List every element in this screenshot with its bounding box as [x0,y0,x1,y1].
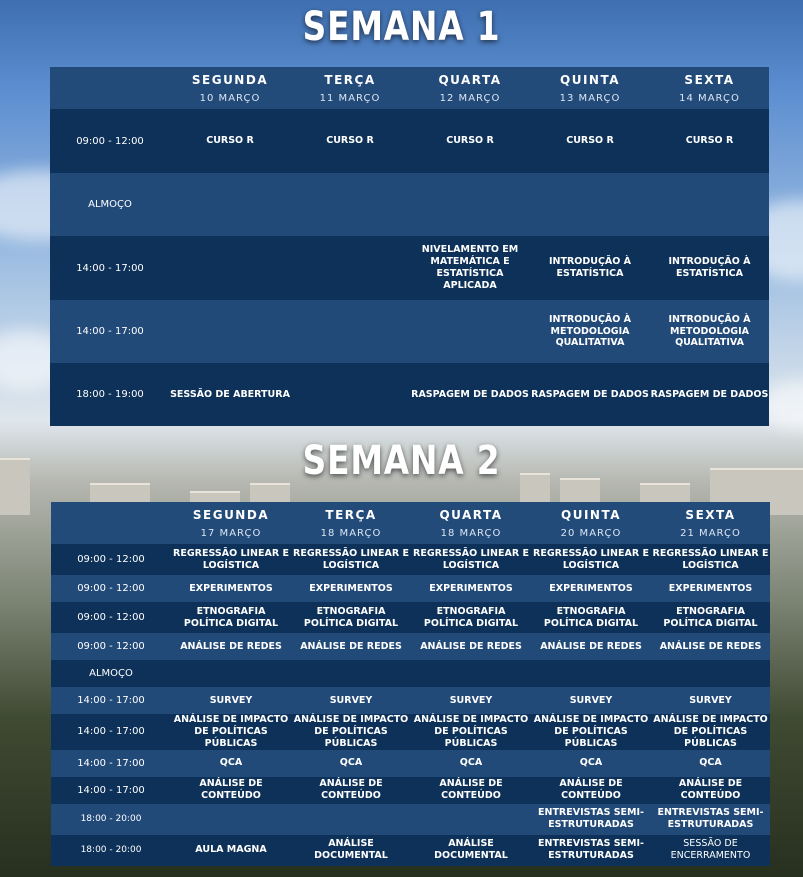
week2-header-row [51,502,770,544]
session-cell: ANÁLISE DE CONTEÚDO [319,778,383,802]
session-cell: INTRODUÇÃO À ESTATÍSTICA [548,256,632,279]
session-cell: ANÁLISE DE IMPACTO DE POLÍTICAS PÚBLICAS [653,714,768,749]
table-row [51,575,770,602]
session-cell: SURVEY [689,694,732,706]
session-cell [411,660,531,687]
time-slot: 09:00 - 12:00 [77,583,145,594]
session-cell: REGRESSÃO LINEAR E LOGÍSTICA [652,547,769,571]
session-cell: ETNOGRAFIA POLÍTICA DIGITAL [543,605,639,629]
day-header [530,67,650,109]
day-name: TERÇA [325,507,377,522]
day-date: 10 MARÇO [199,92,261,104]
day-header [170,67,290,109]
day-name: SEGUNDA [191,72,269,87]
session-cell: SESSÃO DE ABERTURA [170,388,290,400]
session-cell: CURSO R [326,135,374,147]
time-slot: 09:00 - 12:00 [77,612,145,623]
table-row [50,236,769,300]
session-cell [171,804,291,835]
time-slot: 14:00 - 17:00 [77,784,145,796]
day-name: QUARTA [439,507,503,522]
table-row [51,633,770,660]
day-header [290,67,410,109]
session-cell: REGRESSÃO LINEAR E LOGÍSTICA [533,547,649,571]
table-row [50,173,769,236]
session-cell: ANÁLISE DE REDES [180,640,282,652]
session-cell: REGRESSÃO LINEAR E LOGÍSTICA [173,547,289,571]
session-cell [651,660,770,687]
session-cell [170,300,290,363]
session-cell: ANÁLISE DE REDES [420,640,522,652]
session-cell: ETNOGRAFIA POLÍTICA DIGITAL [303,605,399,629]
day-name: QUINTA [560,72,620,87]
session-cell: RASPAGEM DE DADOS [531,388,649,400]
day-name: TERÇA [324,72,376,87]
session-cell: REGRESSÃO LINEAR E LOGÍSTICA [413,547,529,571]
session-cell: ANÁLISE DOCUMENTAL [434,838,508,862]
session-cell: SURVEY [569,694,613,706]
day-header [410,67,530,109]
week1-schedule-table [50,67,769,426]
session-cell [411,804,531,835]
day-name: SEXTA [684,72,735,87]
session-cell: SURVEY [209,694,253,706]
table-row [51,660,770,687]
session-cell: ANÁLISE DOCUMENTAL [314,838,388,862]
day-name: SEGUNDA [192,507,270,522]
session-cell: INTRODUÇÃO À METODOLOGIA QUALITATIVA [668,313,751,349]
table-row [50,363,769,426]
session-cell: EXPERIMENTOS [668,582,753,594]
session-cell: ENTREVISTAS SEMI-ESTRUTURADAS [538,807,644,831]
session-cell: QCA [339,757,363,769]
day-date: 17 MARÇO [200,527,262,539]
day-date: 21 MARÇO [680,527,741,539]
session-cell: ETNOGRAFIA POLÍTICA DIGITAL [423,605,519,629]
time-slot: 18:00 - 20:00 [80,814,142,825]
day-date: 12 MARÇO [439,92,501,104]
session-cell: ENTREVISTAS SEMI-ESTRUTURADAS [538,838,644,862]
time-slot: 09:00 - 12:00 [77,554,145,565]
week1-title: SEMANA 1 [302,4,501,50]
session-cell: ENTREVISTAS SEMI-ESTRUTURADAS [657,807,764,831]
session-cell [170,236,290,300]
day-header [651,502,770,544]
session-cell [530,173,650,236]
time-slot: 18:00 - 19:00 [76,389,144,400]
day-header [291,502,411,544]
session-cell [410,300,530,363]
session-cell [291,804,411,835]
session-cell: INTRODUÇÃO À ESTATÍSTICA [668,256,751,279]
day-date: 11 MARÇO [319,92,381,104]
time-slot: 18:00 - 20:00 [80,845,142,856]
time-slot: 14:00 - 17:00 [76,326,144,337]
session-cell: QCA [699,757,722,769]
session-cell: ANÁLISE DE REDES [300,640,402,652]
day-date: 20 MARÇO [560,527,622,539]
session-cell: EXPERIMENTOS [309,582,393,594]
session-cell: SURVEY [329,694,373,706]
corner-cell [50,67,170,109]
day-name: QUINTA [561,507,621,522]
day-header [171,502,291,544]
session-cell: ETNOGRAFIA POLÍTICA DIGITAL [183,605,279,629]
time-slot: 14:00 - 17:00 [77,695,145,706]
session-cell: ANÁLISE DE REDES [659,640,762,652]
session-cell: ANÁLISE DE CONTEÚDO [439,778,503,802]
session-cell [290,363,410,426]
session-cell: EXPERIMENTOS [549,582,633,594]
session-cell [650,173,769,236]
session-cell: ANÁLISE DE CONTEÚDO [199,778,263,802]
time-slot: 14:00 - 17:00 [77,726,145,738]
day-name: QUARTA [438,72,502,87]
session-cell [290,173,410,236]
table-row [51,544,770,575]
session-cell: ANÁLISE DE IMPACTO DE POLÍTICAS PÚBLICAS [413,714,529,749]
session-cell: QCA [219,757,243,769]
day-date: 14 MARÇO [679,92,740,104]
session-cell: QCA [459,757,483,769]
corner-cell [51,502,171,544]
table-row [51,804,770,835]
table-row [50,109,769,173]
day-date: 18 MARÇO [320,527,382,539]
time-slot: 14:00 - 17:00 [76,262,144,274]
session-cell: ANÁLISE DE CONTEÚDO [559,778,623,802]
session-cell: RASPAGEM DE DADOS [411,388,529,400]
week1-header-row [50,67,769,109]
week2-title: SEMANA 2 [302,438,501,484]
session-cell: CURSO R [566,135,614,147]
time-slot: ALMOÇO [89,668,133,679]
time-slot: 14:00 - 17:00 [77,757,145,769]
time-slot: 09:00 - 12:00 [76,135,144,147]
day-date: 18 MARÇO [440,527,502,539]
session-cell [290,236,410,300]
session-cell: NIVELAMENTO EM MATEMÁTICA E ESTATÍSTICA APLICADA [421,244,519,291]
session-cell: ANÁLISE DE IMPACTO DE POLÍTICAS PÚBLICAS [173,714,289,749]
session-cell [410,173,530,236]
session-cell: ANÁLISE DE IMPACTO DE POLÍTICAS PÚBLICAS [293,714,409,749]
session-cell: INTRODUÇÃO À METODOLOGIA QUALITATIVA [548,313,632,349]
session-cell: RASPAGEM DE DADOS [650,388,769,400]
time-slot: ALMOÇO [88,199,132,210]
table-row [51,602,770,633]
table-row [51,750,770,777]
table-row [50,300,769,363]
session-cell: QCA [579,757,603,769]
week2-schedule-table [51,502,770,866]
session-cell [291,660,411,687]
session-cell: ETNOGRAFIA POLÍTICA DIGITAL [663,605,758,629]
session-cell: REGRESSÃO LINEAR E LOGÍSTICA [293,547,409,571]
session-cell: ANÁLISE DE CONTEÚDO [678,778,743,802]
day-date: 13 MARÇO [559,92,621,104]
day-name: SEXTA [685,507,736,522]
time-slot: 09:00 - 12:00 [77,641,145,652]
session-cell: EXPERIMENTOS [189,582,273,594]
table-row [51,835,770,866]
session-cell [531,660,651,687]
session-cell: ANÁLISE DE IMPACTO DE POLÍTICAS PÚBLICAS [533,714,649,749]
session-cell: AULA MAGNA [195,844,267,856]
session-cell: SURVEY [449,694,493,706]
session-cell: ANÁLISE DE REDES [540,640,642,652]
session-cell: CURSO R [206,135,254,147]
day-header [531,502,651,544]
session-cell: CURSO R [685,135,734,147]
session-cell: SESSÃO DE ENCERRAMENTO [670,838,751,862]
table-row [51,687,770,714]
session-cell: CURSO R [446,135,494,147]
session-cell [171,660,291,687]
table-row [51,714,770,750]
session-cell [290,300,410,363]
session-cell [170,173,290,236]
session-cell: EXPERIMENTOS [429,582,513,594]
day-header [411,502,531,544]
day-header [650,67,769,109]
table-row [51,777,770,804]
